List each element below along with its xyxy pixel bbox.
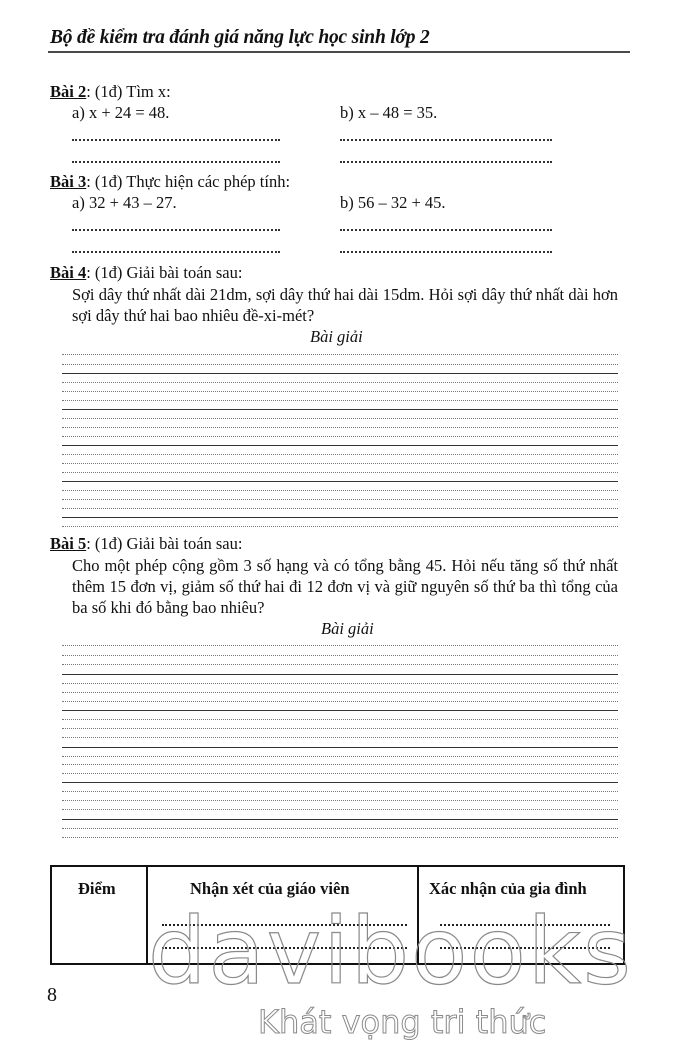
bai3-b-answer-line-2[interactable] [340, 251, 552, 253]
ruled-dotted-line [62, 490, 618, 491]
bai4-label: Bài 4 [50, 263, 87, 282]
bai5-heading [50, 534, 242, 554]
ruled-dotted-line [62, 400, 618, 401]
running-header-title: Bộ đề kiểm tra đánh giá năng lực học sinh lớp 2 [50, 27, 430, 48]
ruled-solid-line [62, 782, 618, 783]
bai2-item-a: a) x + 24 = 48. [72, 103, 170, 122]
ruled-dotted-line [62, 463, 618, 464]
bai2-a-answer-line-2[interactable] [72, 161, 280, 163]
bai5-label: Bài 5 [50, 534, 87, 553]
ruled-dotted-line [62, 828, 618, 829]
bai4-solution-heading: Bài giải [310, 327, 363, 346]
ruled-dotted-line [62, 809, 618, 810]
ruled-dotted-line [62, 427, 618, 428]
ruled-solid-line [62, 710, 618, 711]
ruled-dotted-line [62, 436, 618, 437]
ruled-dotted-line [62, 354, 618, 355]
ruled-dotted-line [62, 664, 618, 665]
bai4-problem-text: Sợi dây thứ nhất dài 21dm, sợi dây thứ hai dài 15dm. Hỏi sợi dây thứ nhất dài hơn sợi dây thứ hai bao nhiêu đề-xi-mét? [72, 285, 618, 325]
bai2-b-answer-line-2[interactable] [340, 161, 552, 163]
ruled-dotted-line [62, 382, 618, 383]
header-rule [48, 51, 630, 53]
table-header-family-confirmation: Xác nhận của gia đình [429, 879, 587, 898]
ruled-solid-line [62, 373, 618, 374]
bai3-b-answer-line-1[interactable] [340, 229, 552, 231]
bai4-instruction: : (1đ) Giải bài toán sau: [86, 263, 243, 282]
ruled-dotted-line [62, 692, 618, 693]
ruled-dotted-line [62, 391, 618, 392]
ruled-dotted-line [62, 472, 618, 473]
ruled-dotted-line [62, 683, 618, 684]
ruled-solid-line [62, 481, 618, 482]
bai3-item-a: a) 32 + 43 – 27. [72, 193, 177, 212]
ruled-dotted-line [62, 418, 618, 419]
ruled-dotted-line [62, 701, 618, 702]
bai3-instruction: : (1đ) Thực hiện các phép tính: [86, 172, 291, 191]
page-number: 8 [47, 984, 57, 1006]
ruled-dotted-line [62, 655, 618, 656]
bai2-label: Bài 2 [50, 82, 87, 101]
ruled-dotted-line [62, 791, 618, 792]
ruled-solid-line [62, 445, 618, 446]
watermark-slogan: Khát vọng tri thức [258, 1003, 547, 1041]
bai3-heading [50, 172, 290, 192]
ruled-dotted-line [62, 837, 618, 838]
bai2-instruction: : (1đ) Tìm x: [86, 82, 171, 101]
ruled-dotted-line [62, 454, 618, 455]
ruled-dotted-line [62, 773, 618, 774]
ruled-solid-line [62, 409, 618, 410]
ruled-dotted-line [62, 364, 618, 365]
watermark-brand: davibooks [148, 898, 633, 1005]
bai3-a-answer-line-1[interactable] [72, 229, 280, 231]
score-cell[interactable] [52, 907, 144, 962]
ruled-dotted-line [62, 499, 618, 500]
table-header-score: Điểm [78, 879, 116, 898]
ruled-dotted-line [62, 508, 618, 509]
bai2-item-b: b) x – 48 = 35. [340, 103, 438, 122]
ruled-solid-line [62, 747, 618, 748]
bai3-label: Bài 3 [50, 172, 87, 191]
ruled-solid-line [62, 674, 618, 675]
bai4-heading [50, 263, 242, 283]
bai2-a-answer-line-1[interactable] [72, 139, 280, 141]
ruled-solid-line [62, 517, 618, 518]
bai5-instruction: : (1đ) Giải bài toán sau: [86, 534, 243, 553]
bai2-b-answer-line-1[interactable] [340, 139, 552, 141]
ruled-dotted-line [62, 728, 618, 729]
bai3-a-answer-line-2[interactable] [72, 251, 280, 253]
ruled-dotted-line [62, 800, 618, 801]
ruled-dotted-line [62, 756, 618, 757]
ruled-dotted-line [62, 526, 618, 527]
bai5-solution-heading: Bài giải [321, 619, 374, 638]
ruled-dotted-line [62, 764, 618, 765]
ruled-dotted-line [62, 737, 618, 738]
ruled-dotted-line [62, 645, 618, 646]
ruled-solid-line [62, 819, 618, 820]
bai3-item-b: b) 56 – 32 + 45. [340, 193, 446, 212]
ruled-dotted-line [62, 719, 618, 720]
bai2-heading [50, 82, 171, 102]
bai5-problem-text: Cho một phép cộng gồm 3 số hạng và có tổng bằng 45. Hỏi nếu tăng số thứ nhất thêm 15 đơn vị, giảm số thứ hai đi 12 đơn vị và giữ nguyên số thứ ba thì tổng của ba số khi đó bằng bao nhiêu? [72, 556, 618, 617]
table-header-teacher-comment: Nhận xét của giáo viên [190, 879, 350, 898]
